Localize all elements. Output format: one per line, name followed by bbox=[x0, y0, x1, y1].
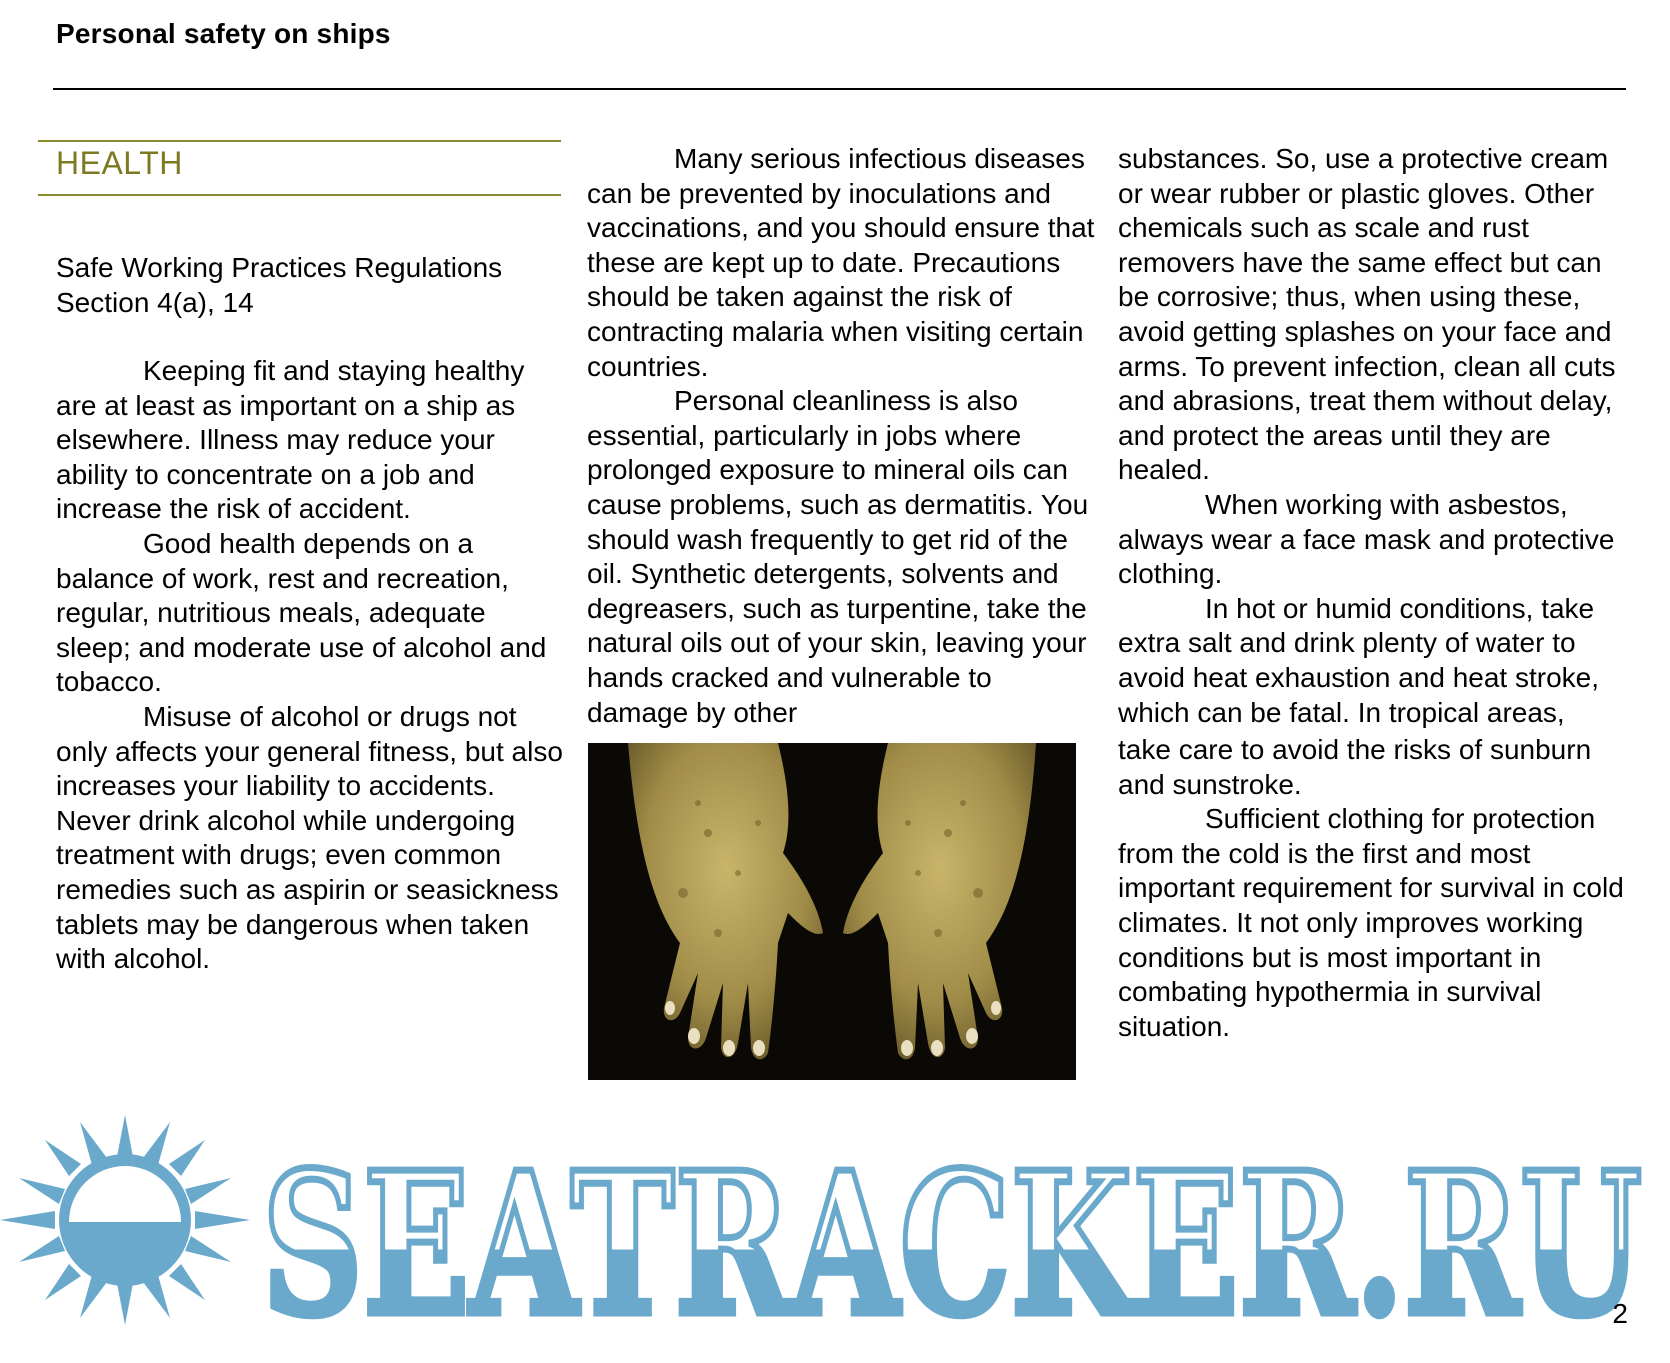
regulation-reference bbox=[56, 250, 536, 320]
paragraph: In hot or humid conditions, take extra salt and drink plenty of water to avoid heat exhaustion and heat stroke, which can be fatal. In tropical areas, bbox=[1118, 592, 1600, 728]
paragraph: Sufficient clothing for protection from the cold is the first and most important requirement for survival in cold climates. It not only improves working conditions but is most important in combating hypothermia in survival situation. bbox=[1118, 803, 1624, 1042]
paragraph: Good health depends on a balance of work, rest and recreation, regular, nutritious meals, adequate sleep; and moderate use of alcohol and tobacco. bbox=[56, 527, 547, 698]
paragraph: substances. So, use a protective cream or wear rubber or plastic gloves. Other chemicals such as scale and rust removers have the same effect but can be corrosive; thus, when using these, avoid getting splashes on your face and arms. To prevent infection, clean all cuts and abrasions, treat them without delay, and protect the areas until they are healed. bbox=[1118, 143, 1616, 486]
text-column-3 bbox=[1118, 142, 1638, 730]
text-column-3-continued bbox=[1118, 733, 1638, 1044]
text-column-1 bbox=[56, 354, 566, 977]
sun-logo-icon bbox=[0, 1108, 1670, 1358]
paragraph: take care to avoid the risks of sunburn and sunstroke. bbox=[1118, 734, 1592, 800]
hands-image-icon bbox=[588, 743, 1076, 1080]
page-number: 2 bbox=[1612, 1298, 1628, 1329]
seatracker-watermark bbox=[0, 1108, 1670, 1358]
watermark-text: SEATRACKER.RU bbox=[262, 1130, 1642, 1358]
regulation-line-2: Section 4(a), 14 bbox=[56, 287, 254, 318]
regulation-line-1: Safe Working Practices Regulations bbox=[56, 252, 503, 283]
paragraph: Many serious infectious diseases can be prevented by inoculations and vaccinations, and you should ensure that these are kept up to date. Precautions should be taken against the risk of contracting malaria when visiting certain countries. bbox=[587, 143, 1095, 382]
page-header-title: Personal safety on ships bbox=[56, 18, 391, 49]
paragraph: When working with asbestos, always wear a face mask and protective clothing. bbox=[1118, 488, 1615, 590]
paragraph: Personal cleanliness is also essential, particularly in jobs where prolonged exposure to mineral oils can cause problems, such as dermatitis. You should wash frequently to get rid of the oil. Synthetic detergents, solvents and degreasers, such as turpentine, take the natural oils out of your skin, leaving your hands cracked and vulnerable to damage by other bbox=[587, 385, 1089, 728]
text-column-2 bbox=[587, 142, 1097, 730]
header-divider bbox=[53, 88, 1626, 90]
paragraph: Misuse of alcohol or drugs not only affects your general fitness, but also increases your liability to accidents. Never drink alcohol while undergoing treatment with drugs; even common remedies such as aspirin or seasickness tablets may be dangerous when taken with alcohol. bbox=[56, 700, 563, 975]
paragraph: Keeping fit and staying healthy are at least as important on a ship as elsewhere. Illness may reduce your ability to concentrate on a job and increase the risk of accident. bbox=[56, 355, 525, 525]
section-heading-box bbox=[38, 140, 561, 196]
section-heading: HEALTH bbox=[56, 145, 183, 181]
dermatitis-hands-photo bbox=[588, 743, 1076, 1080]
